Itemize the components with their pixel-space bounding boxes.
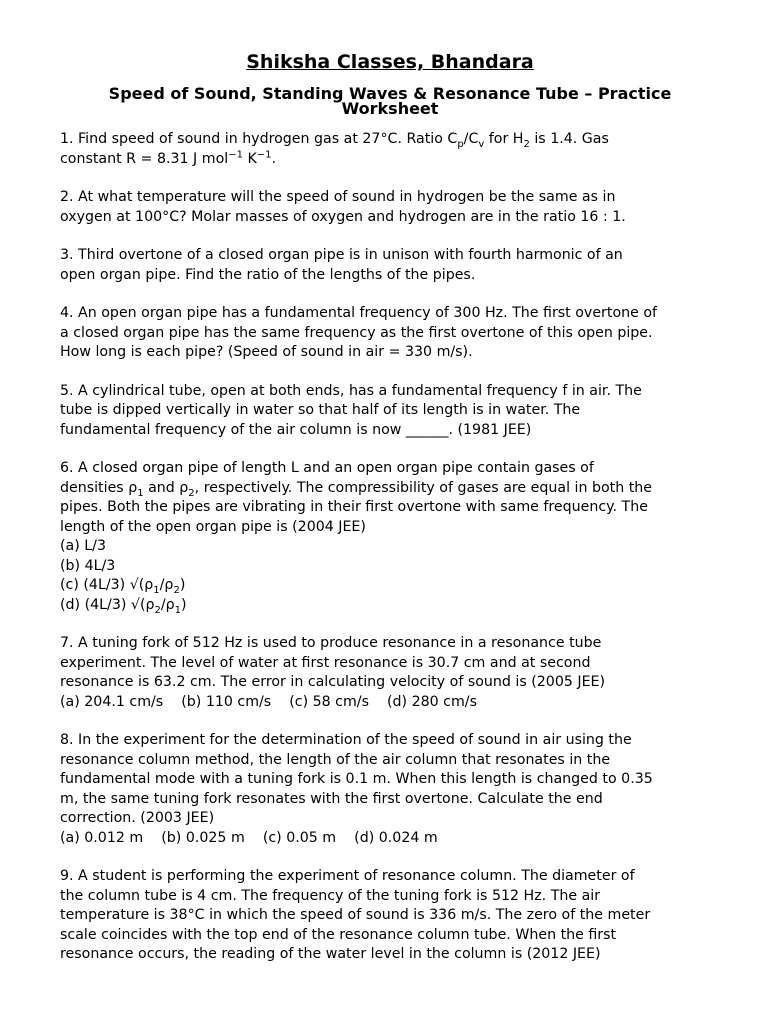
q6-od-sub-2: 1 (174, 604, 182, 616)
q6-od-text-5: ) (181, 596, 187, 613)
question-8-line-2: resonance column method, the length of the air column that resonates in the (60, 751, 611, 768)
question-9-line-5: resonance occurs, the reading of the water level in the column is (2012 JEE) (60, 946, 601, 962)
q1-sub-p: p (457, 138, 464, 150)
question-8-line-1: 8. In the experiment for the determination of the speed of sound in air using the (60, 732, 632, 748)
q1-text-c: /C (463, 131, 479, 147)
question-3 (60, 246, 720, 285)
question-9 (60, 867, 720, 965)
question-4-line-2: a closed organ pipe has the same frequency as the first overtone of this open pipe. (60, 324, 653, 341)
question-3-line-2: open organ pipe. Find the ratio of the lengths of the pipes. (60, 266, 476, 283)
q6-oc-text-1: (c) (4L/3) √(ρ (60, 577, 154, 593)
question-7-line-3: resonance is 63.2 cm. The error in calculating velocity of sound is (2005 JEE) (60, 674, 606, 690)
question-6-line-1: 6. A closed organ pipe of length L and an open organ pipe contain gases of (60, 460, 594, 476)
q6-text-c: and ρ (143, 479, 189, 496)
question-8-line-5: correction. (2003 JEE) (60, 810, 215, 826)
question-1-line-1 (60, 130, 720, 150)
question-8-line-4: m, the same tuning fork resonates with the first overtone. Calculate the end (60, 790, 603, 807)
question-2-line-1: 2. At what temperature will the speed of sound in hydrogen be the same as in (60, 189, 616, 205)
q1-text-l: . (271, 150, 277, 167)
worksheet-page (60, 50, 720, 984)
question-1-line-2 (60, 150, 720, 170)
question-8 (60, 731, 720, 848)
q6-oc-sub-2: 2 (173, 584, 180, 596)
question-3-line-1: 3. Third overtone of a closed organ pipe is in unison with fourth harmonic of an (60, 247, 623, 263)
question-7-line-1: 7. A tuning fork of 512 Hz is used to produce resonance in a resonance tube (60, 635, 602, 651)
question-4-line-3: How long is each pipe? (Speed of sound in air = 330 m/s). (60, 344, 473, 360)
q6-oc-text-5: ) (179, 577, 186, 593)
question-9-line-3: temperature is 38°C in which the speed of sound is 336 m/s. The zero of the meter (60, 907, 651, 923)
page-title: Shiksha Classes, Bhandara (246, 51, 534, 73)
q6-od-text-1: (d) (4L/3) √(ρ (60, 596, 155, 613)
question-8-options: (a) 0.012 m (b) 0.025 m (c) 0.05 m (d) 0.024 m (60, 829, 438, 846)
question-4 (60, 304, 720, 363)
q6-sub-2: 2 (188, 487, 195, 499)
q6-od-sub-1: 2 (154, 604, 161, 616)
subtitle-line-2: Worksheet (341, 99, 439, 118)
page-subtitle (60, 86, 720, 116)
question-6-line-2 (60, 479, 720, 499)
question-9-line-2: the column tube is 4 cm. The frequency of the tuning fork is 512 Hz. The air (60, 887, 601, 904)
question-6-option-d (60, 596, 720, 616)
question-4-line-1: 4. An open organ pipe has a fundamental frequency of 300 Hz. The first overtone of (60, 305, 658, 321)
question-5-line-2: tube is dipped vertically in water so that half of its length is in water. The (60, 402, 581, 418)
q6-text-e: , respectively. The compressibility of gases are equal in both the (194, 479, 653, 496)
q1-text-e: for H (484, 131, 524, 147)
q1-sup-2: −1 (256, 148, 272, 160)
question-9-line-4: scale coincides with the top end of the resonance column tube. When the first (60, 926, 617, 943)
q6-od-text-3: /ρ (160, 596, 175, 613)
q1-sub-2: 2 (523, 138, 530, 150)
question-7-options: (a) 204.1 cm/s (b) 110 cm/s (c) 58 cm/s (d) 280 cm/s (60, 693, 477, 710)
question-2 (60, 188, 720, 227)
q6-sub-1: 1 (137, 487, 144, 499)
question-2-line-2: oxygen at 100°C? Molar masses of oxygen and hydrogen are in the ratio 16 : 1. (60, 208, 626, 225)
question-6-option-a: (a) L/3 (60, 538, 106, 554)
question-6-line-3: pipes. Both the pipes are vibrating in their first overtone with same frequency. The (60, 499, 648, 515)
q6-text-a: densities ρ (60, 479, 138, 496)
q1-text-a: 1. Find speed of sound in hydrogen gas at 27°C. Ratio C (60, 131, 458, 147)
question-7 (60, 634, 720, 712)
question-6 (60, 459, 720, 615)
q1-text-g: is 1.4. Gas (529, 131, 609, 147)
q6-oc-text-3: /ρ (159, 577, 174, 593)
q6-oc-sub-1: 1 (153, 584, 160, 596)
q1-text-h: constant R = 8.31 J mol (60, 150, 229, 167)
question-6-line-4: length of the open organ pipe is (2004 JEE) (60, 518, 366, 535)
question-5 (60, 382, 720, 441)
question-9-line-1: 9. A student is performing the experiment of resonance column. The diameter of (60, 868, 635, 884)
question-7-line-2: experiment. The level of water at first resonance is 30.7 cm and at second (60, 654, 591, 671)
question-6-option-b: (b) 4L/3 (60, 557, 116, 574)
question-1 (60, 130, 720, 169)
q1-text-j: K (242, 150, 257, 167)
question-5-line-1: 5. A cylindrical tube, open at both ends, has a fundamental frequency f in air. The (60, 382, 642, 399)
q1-sub-v: v (478, 138, 485, 150)
question-5-line-3: fundamental frequency of the air column is now ______. (1981 JEE) (60, 421, 532, 438)
subtitle-line-1: Speed of Sound, Standing Waves & Resonance Tube – Practice (108, 84, 672, 103)
question-8-line-3: fundamental mode with a tuning fork is 0.1 m. When this length is changed to 0.35 (60, 771, 653, 787)
question-6-option-c (60, 576, 720, 596)
q1-sup-1: −1 (228, 148, 243, 160)
